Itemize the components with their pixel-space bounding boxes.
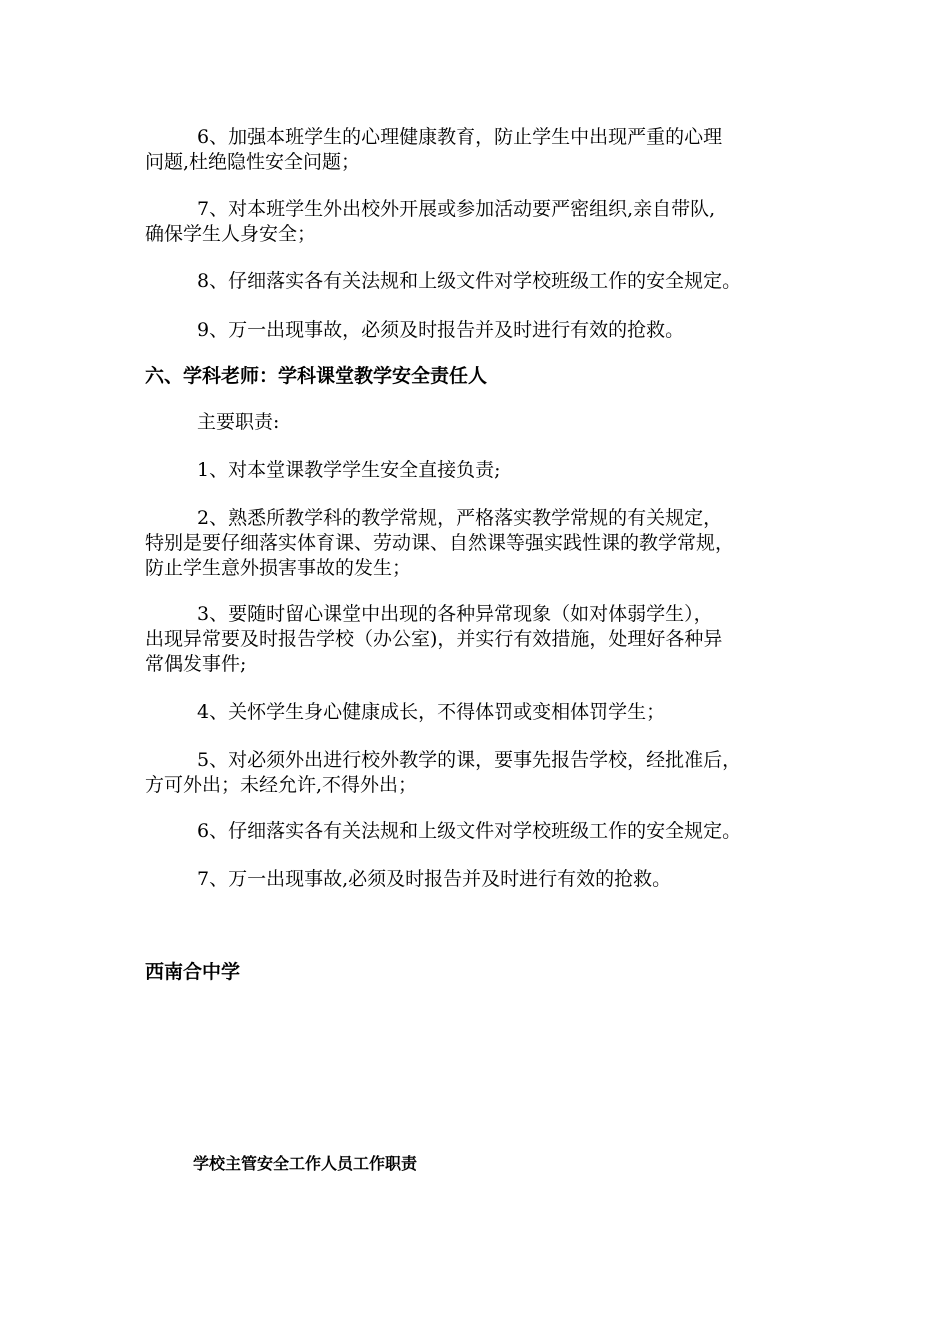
paragraph-s5-item-9: 9、万一出现事故，必须及时报告并及时进行有效的抢救。 [197, 319, 685, 341]
paragraph-s5-item-7: 7、对本班学生外出校外开展或参加活动要严密组织,亲自带队, 确保学生人身安全； [145, 198, 716, 245]
paragraph-s6-item-2: 2、熟悉所教学科的教学常规，严格落实教学常规的有关规定， 特别是要仔细落实体育课、劳动课、自然课等强实践性课的教学常规， 防止学生意外损害事故的发生； [145, 507, 735, 579]
section-6-intro: 主要职责: [197, 411, 280, 433]
paragraph-s6-item-1: 1、对本堂课教学学生安全直接负责; [197, 459, 501, 481]
school-name: 西南合中学 [145, 961, 241, 983]
paragraph-s5-item-6: 6、加强本班学生的心理健康教育，防止学生中出现严重的心理 问题,杜绝隐性安全问题； [145, 126, 723, 173]
paragraph-s6-item-5: 5、对必须外出进行校外教学的课，要事先报告学校，经批准后， 方可外出；未经允许,不得外出； [145, 749, 742, 796]
paragraph-s6-item-7: 7、万一出现事故,必须及时报告并及时进行有效的抢救。 [197, 868, 672, 890]
paragraph-s6-item-4: 4、关怀学生身心健康成长，不得体罚或变相体罚学生； [197, 701, 666, 723]
paragraph-s6-item-6: 6、仔细落实各有关法规和上级文件对学校班级工作的安全规定。 [197, 820, 742, 842]
section-6-heading: 六、学科老师：学科课堂教学安全责任人 [145, 365, 488, 387]
paragraph-s5-item-8: 8、仔细落实各有关法规和上级文件对学校班级工作的安全规定。 [197, 270, 742, 292]
paragraph-s6-item-3: 3、要随时留心课堂中出现的各种异常现象（如对体弱学生）， 出现异常要及时报告学校（办公室)，并实行有效措施，处理好各种异 常偶发事件; [145, 603, 723, 675]
next-document-title: 学校主管安全工作人员工作职责 [193, 1154, 418, 1173]
